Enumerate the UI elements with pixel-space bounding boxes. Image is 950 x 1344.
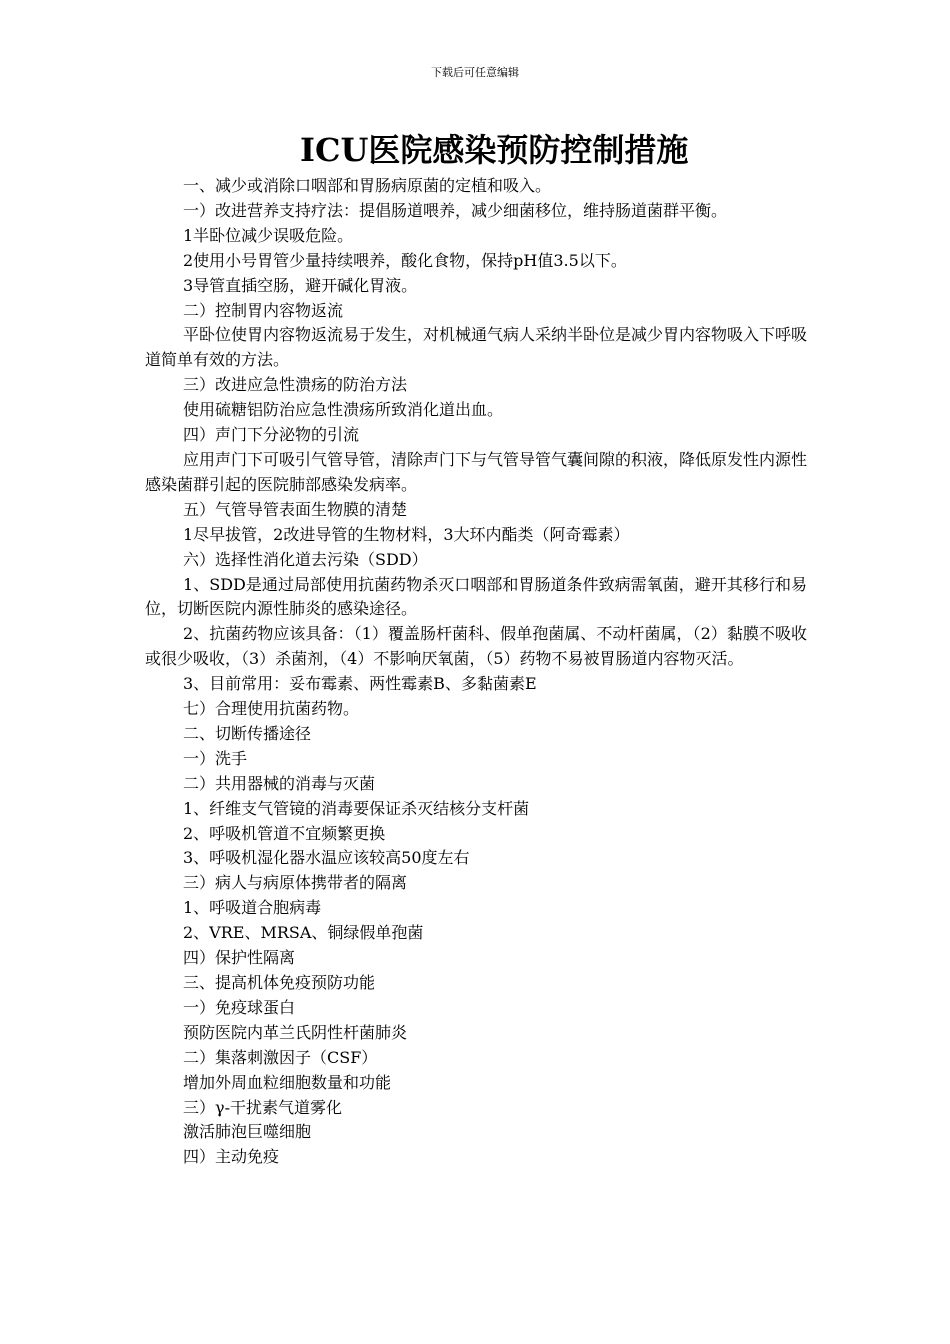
paragraph: 1、纤维支气管镜的消毒要保证杀灭结核分支杆菌	[183, 798, 530, 818]
paragraph: 1尽早拔管，2改进导管的生物材料，3大环内酯类（阿奇霉素）	[183, 524, 630, 544]
paragraph: 三）改进应急性溃疡的防治方法	[183, 375, 408, 395]
paragraph: 平卧位使胃内容物返流易于发生，对机械通气病人采纳半卧位是减少胃内容物吸入下呼吸道简单有效的方法。	[145, 325, 808, 370]
paragraph: 二）集落刺激因子（CSF）	[183, 1047, 378, 1067]
paragraph: 七）合理使用抗菌药物。	[183, 699, 360, 719]
paragraph: 三）病人与病原体携带者的隔离	[183, 873, 408, 893]
paragraph: 三）γ-干扰素气道雾化	[183, 1097, 342, 1117]
paragraph: 1半卧位减少误吸危险。	[183, 225, 354, 245]
paragraph: 四）声门下分泌物的引流	[183, 425, 360, 445]
paragraph: 激活肺泡巨噬细胞	[183, 1122, 312, 1142]
paragraph: 3、目前常用：妥布霉素、两性霉素B、多黏菌素E	[183, 674, 537, 694]
paragraph: 一、减少或消除口咽部和胃肠病原菌的定植和吸入。	[183, 176, 552, 195]
paragraph: 一）改进营养支持疗法：提倡肠道喂养，减少细菌移位，维持肠道菌群平衡。	[183, 200, 728, 220]
paragraph: 六）选择性消化道去污染（SDD）	[183, 549, 428, 569]
paragraph: 2、抗菌药物应该具备：（1）覆盖肠杆菌科、假单孢菌属、不动杆菌属，（2）黏膜不吸收或很少吸收，（3）杀菌剂，（4）不影响厌氧菌，（5）药物不易被胃肠道内容物灭活。	[145, 624, 807, 669]
header-note: 下载后可任意编辑	[431, 66, 519, 79]
paragraph: 2使用小号胃管少量持续喂养，酸化食物，保持pH值3.5以下。	[183, 250, 627, 270]
paragraph: 二）共用器械的消毒与灭菌	[183, 773, 376, 793]
paragraph: 四）主动免疫	[183, 1147, 280, 1167]
paragraph: 一）免疫球蛋白	[183, 997, 296, 1017]
paragraph: 1、SDD是通过局部使用抗菌药物杀灭口咽部和胃肠道条件致病需氧菌，避开其移行和易位，切断医院内源性肺炎的感染途径。	[145, 574, 807, 619]
paragraph: 增加外周血粒细胞数量和功能	[183, 1072, 392, 1092]
paragraph: 四）保护性隔离	[183, 948, 296, 968]
paragraph: 预防医院内革兰氏阴性杆菌肺炎	[183, 1022, 408, 1042]
paragraph: 应用声门下可吸引气管导管，清除声门下与气管导管气囊间隙的积液，降低原发性内源性感染菌群引起的医院肺部感染发病率。	[145, 449, 808, 494]
paragraph: 3、呼吸机湿化器水温应该较高50度左右	[183, 848, 470, 868]
paragraph: 使用硫糖铝防治应急性溃疡所致消化道出血。	[183, 400, 504, 420]
document-body	[145, 174, 807, 1170]
paragraph: 1、呼吸道合胞病毒	[183, 898, 322, 918]
paragraph: 三、提高机体免疫预防功能	[183, 973, 376, 992]
paragraph: 2、VRE、MRSA、铜绿假单孢菌	[183, 923, 424, 943]
paragraph: 二）控制胃内容物返流	[183, 300, 344, 320]
paragraph: 一）洗手	[183, 748, 248, 768]
paragraph: 2、呼吸机管道不宜频繁更换	[183, 823, 386, 843]
document-title: ICU医院感染预防控制措施	[300, 131, 689, 169]
paragraph: 二、切断传播途径	[183, 723, 312, 743]
paragraph: 五）气管导管表面生物膜的清楚	[183, 499, 408, 519]
paragraph: 3导管直插空肠，避开碱化胃液。	[183, 275, 418, 295]
